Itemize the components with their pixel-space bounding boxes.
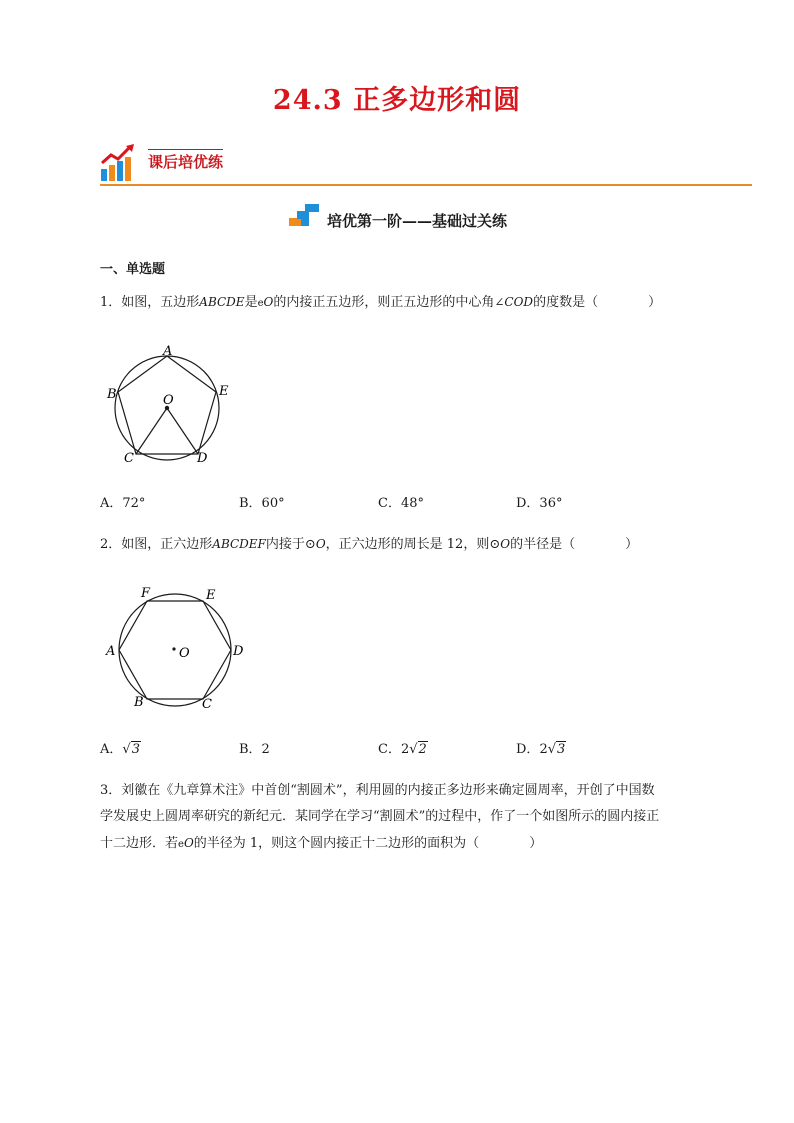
sqrt-icon: √ bbox=[409, 742, 418, 757]
label-E: E bbox=[219, 384, 229, 399]
stage-title: 培优第一阶——基础过关练 bbox=[326, 212, 507, 230]
label-O: O bbox=[163, 393, 174, 408]
hexagon-figure bbox=[100, 582, 260, 712]
sqrt-expression bbox=[409, 742, 428, 757]
q3-text: 的半径为 1，则这个圆内接正十二边形的面积为（ bbox=[193, 836, 480, 851]
q1-text: 是 bbox=[244, 295, 258, 310]
stairs-icon bbox=[287, 202, 321, 228]
q1-text: 1．如图，五边形 bbox=[100, 295, 200, 310]
q2-option-d bbox=[516, 738, 566, 757]
coefficient: 2 bbox=[400, 742, 410, 757]
q2-text: 内接于 bbox=[265, 537, 305, 552]
label-D: D bbox=[233, 644, 244, 659]
q3-line bbox=[100, 830, 700, 858]
q1-option-a: A．72° bbox=[100, 496, 146, 511]
q1-circle: O bbox=[263, 295, 274, 309]
q2-text: ，正六边形的周长是 12，则 bbox=[325, 537, 490, 552]
q2-text: 的半径是（ bbox=[510, 537, 576, 552]
option-label: C． bbox=[378, 742, 401, 757]
q3-text: ） bbox=[529, 836, 543, 851]
radicand: 2 bbox=[418, 742, 427, 757]
q1-text: ） bbox=[648, 295, 662, 310]
sqrt-icon: √ bbox=[547, 742, 557, 757]
sqrt-icon: √ bbox=[122, 742, 131, 757]
page-title: 24.3 正多边形和圆 bbox=[272, 85, 522, 116]
label-A: A bbox=[163, 344, 173, 359]
bar-chart-arrow-icon bbox=[100, 143, 138, 183]
q2-text: ） bbox=[625, 537, 639, 552]
q2-circle: O bbox=[500, 537, 511, 551]
label-C: C bbox=[124, 451, 134, 466]
q1-option-c: C．48° bbox=[378, 496, 424, 511]
q3-line: 学发展史上圆周率研究的新纪元．某同学在学习“割圆术”的过程中，作了一个如图所示的圆内接正 bbox=[100, 809, 660, 824]
q2-circle: O bbox=[315, 537, 326, 551]
sqrt-expression bbox=[548, 742, 567, 757]
label-E: E bbox=[206, 588, 216, 603]
circle-symbol: e bbox=[178, 839, 184, 850]
q2-option-a bbox=[100, 738, 141, 757]
q3-circle: O bbox=[183, 836, 194, 850]
section-label: 课后培优练 bbox=[148, 149, 223, 172]
label-A: A bbox=[106, 644, 116, 659]
q3-line: 3．刘徽在《九章算术注》中首创“割圆术”，利用圆的内接正多边形来确定圆周率，开创了中国数 bbox=[100, 783, 655, 798]
q2-option-b: B．2 bbox=[239, 742, 270, 757]
circle-symbol: e bbox=[257, 298, 264, 309]
option-label: A． bbox=[100, 742, 123, 757]
label-F: F bbox=[141, 586, 151, 601]
question-2 bbox=[100, 534, 700, 555]
pentagon-figure bbox=[100, 340, 240, 470]
q2-text: 2．如图，正六边形 bbox=[100, 537, 213, 552]
coefficient: 2 bbox=[539, 742, 548, 757]
q1-option-b: B．60° bbox=[239, 496, 285, 511]
part-heading: 一、单选题 bbox=[100, 262, 166, 277]
label-B: B bbox=[134, 695, 144, 710]
circle-symbol: ⊙ bbox=[304, 537, 316, 552]
q1-angle: ∠COD bbox=[494, 295, 534, 309]
circle-symbol: ⊙ bbox=[489, 537, 501, 552]
radicand: 3 bbox=[131, 742, 140, 757]
stage-header bbox=[0, 198, 794, 231]
label-B: B bbox=[107, 387, 117, 402]
radicand: 3 bbox=[557, 742, 566, 757]
q3-text: 十二边形．若 bbox=[100, 836, 179, 851]
label-O: O bbox=[179, 646, 190, 661]
label-C: C bbox=[202, 697, 212, 712]
q1-text: 的度数是（ bbox=[533, 295, 599, 310]
sqrt-expression bbox=[122, 742, 141, 757]
option-label: D． bbox=[516, 742, 540, 757]
question-1 bbox=[100, 292, 700, 314]
question-3 bbox=[100, 778, 700, 858]
q1-text: 的内接正五边形，则正五边形的中心角 bbox=[273, 295, 495, 310]
divider bbox=[100, 184, 752, 186]
q2-hexagon: ABCDEF bbox=[212, 537, 266, 551]
q1-pentagon: ABCDE bbox=[199, 295, 245, 309]
label-D: D bbox=[197, 451, 208, 466]
q2-option-c bbox=[378, 738, 428, 757]
q1-option-d: D．36° bbox=[516, 496, 563, 511]
